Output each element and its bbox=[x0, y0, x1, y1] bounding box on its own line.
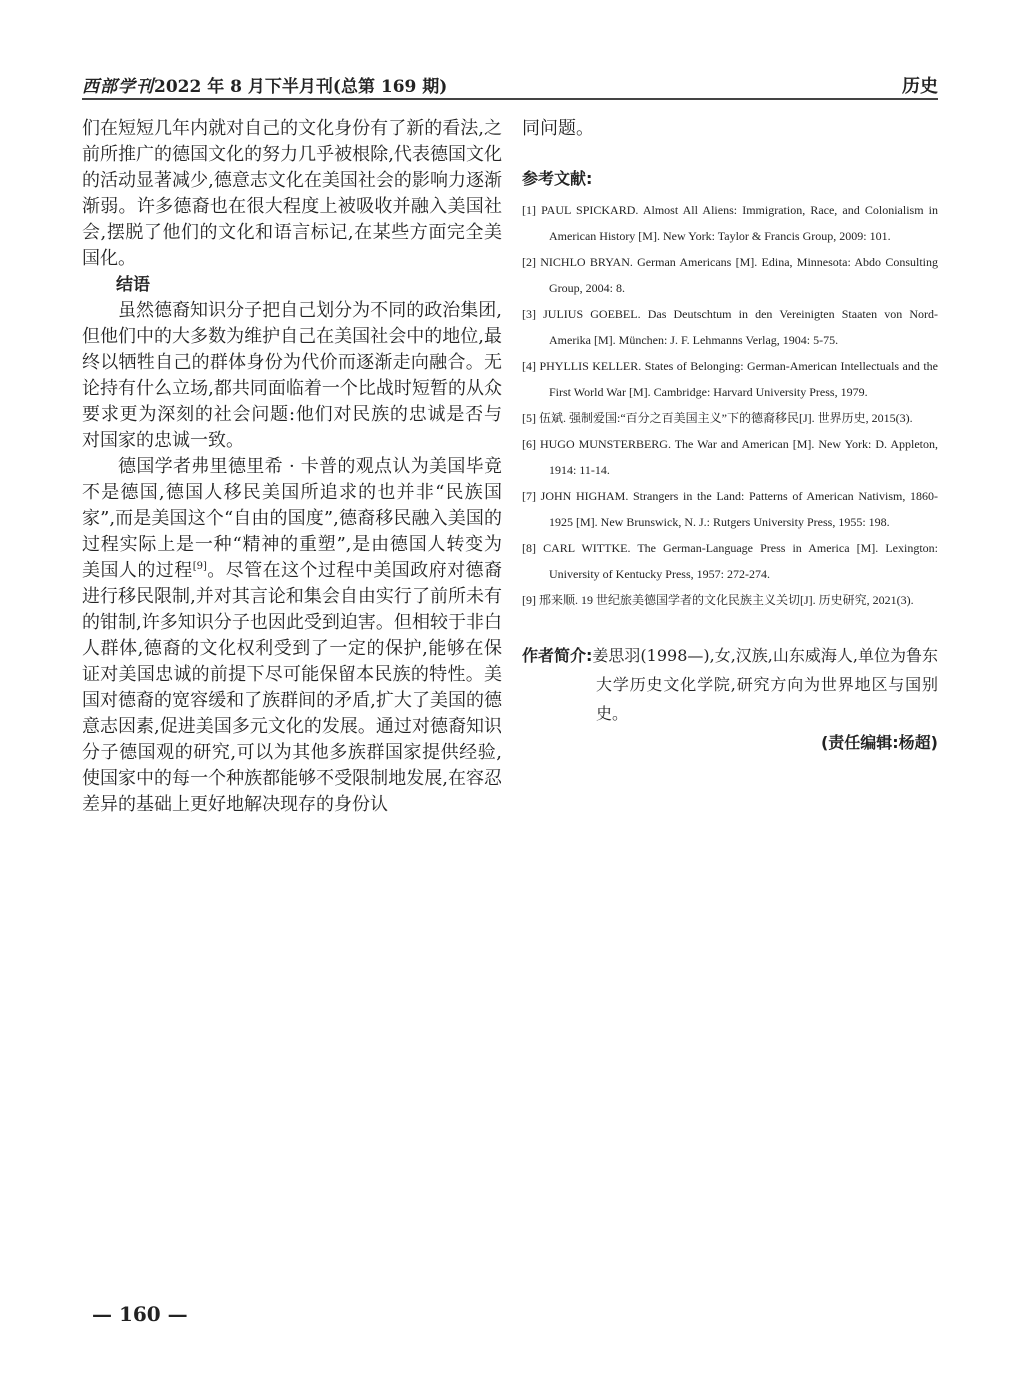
journal-issue bbox=[82, 72, 447, 97]
page-header bbox=[82, 70, 938, 100]
section-name: 历史 bbox=[902, 76, 938, 97]
references-title: 参考文献: bbox=[522, 169, 593, 188]
author-bio bbox=[522, 641, 938, 728]
reference-list bbox=[522, 197, 938, 613]
reference-item: [8] CARL WITTKE. The German-Language Press in America [M]. Lexington: University of Kentucky Press, 1957: 272-274. bbox=[522, 541, 938, 581]
reference-item: [5] 伍斌. 强制爱国:“百分之百美国主义”下的德裔移民[J]. 世界历史, 2015(3). bbox=[522, 411, 913, 425]
editor-credit: (责任编辑:杨超) bbox=[820, 733, 938, 752]
issue-info: 2022 年 8 月下半月刊(总第 169 期) bbox=[154, 77, 448, 97]
reference-item: [9] 邢来顺. 19 世纪旅美德国学者的文化民族主义关切[J]. 历史研究, 2021(3). bbox=[522, 593, 914, 607]
journal-logo: 西部学刊 bbox=[82, 77, 154, 97]
reference-item: [6] HUGO MUNSTERBERG. The War and American [M]. New York: D. Appleton, 1914: 11-14. bbox=[522, 437, 938, 477]
paragraph: 们在短短几年内就对自己的文化身份有了新的看法,之前所推广的德国文化的努力几乎被根除,代表德国文化的活动显著减少,德意志文化在美国社会的影响力逐渐渐弱。许多德裔也在很大程度上被吸收并融入美国社会,摆脱了他们的文化和语言标记,在某些方面完全美国化。 bbox=[82, 118, 502, 269]
citation-marker: [9] bbox=[192, 561, 207, 572]
left-column bbox=[82, 116, 502, 818]
author-label: 作者简介: bbox=[522, 646, 593, 665]
paragraph-continuation: 同问题。 bbox=[522, 118, 594, 139]
paragraph: 虽然德裔知识分子把自己划分为不同的政治集团,但他们中的大多数为维护自己在美国社会中的地位,最终以牺牲自己的群体身份为代价而逐渐走向融合。无论持有什么立场,都共同面临着一个比战时短暂的从众要求更为深刻的社会问题:他们对民族的忠诚是否与对国家的忠诚一致。 bbox=[82, 300, 502, 451]
paragraph-text: 。尽管在这个过程中美国政府对德裔进行移民限制,并对其言论和集会自由实行了前所未有的钳制,许多知识分子也因此受到迫害。但相较于非白人群体,德裔的文化权利受到了一定的保护,能够在保证对美国忠诚的前提下尽可能保留本民族的特性。美国对德裔的宽容缓和了族群间的矛盾,扩大了美国的德意志因素,促进美国多元文化的发展。通过对德裔知识分子德国观的研究,可以为其他多族群国家提供经验,使国家中的每一个种族都能够不受限制地发展,在容忍差异的基础上更好地解决现存的身份认 bbox=[82, 560, 503, 815]
paragraph-text: 德国学者弗里德里希 · 卡普的观点认为美国毕竟不是德国,德国人移民美国所追求的也并非“民族国家”,而是美国这个“自由的国度”,德裔移民融入美国的过程实际上是一种“精神的重塑”,是由德国人转变为美国人的过程 bbox=[82, 456, 502, 581]
reference-item: [2] NICHLO BRYAN. German Americans [M]. Edina, Minnesota: Abdo Consulting Group, 2004: 8. bbox=[522, 255, 938, 295]
page-number: — 160 — bbox=[92, 1302, 188, 1326]
reference-item: [7] JOHN HIGHAM. Strangers in the Land: Patterns of American Nativism, 1860-1925 [M]. New Brunswick, N. J.: Rutgers University Press, 1955: 198. bbox=[522, 489, 938, 529]
reference-item: [3] JULIUS GOEBEL. Das Deutschtum in den Vereinigten Staaten von Nord-Amerika [M]. München: J. F. Lehmanns Verlag, 1904: 5-75. bbox=[522, 307, 938, 347]
paragraph bbox=[82, 454, 502, 818]
reference-item: [4] PHYLLIS KELLER. States of Belonging: German-American Intellectuals and the First World War [M]. Cambridge: Harvard University Press, 1979. bbox=[522, 359, 938, 399]
right-column bbox=[522, 116, 938, 753]
author-text: 姜思羽(1998—),女,汉族,山东威海人,单位为鲁东大学历史文化学院,研究方向为世界地区与国别史。 bbox=[592, 646, 938, 723]
section-heading: 结语 bbox=[116, 275, 150, 295]
reference-item: [1] PAUL SPICKARD. Almost All Aliens: Immigration, Race, and Colonialism in American History [M]. New York: Taylor & Francis Group, 2009: 101. bbox=[522, 203, 938, 243]
